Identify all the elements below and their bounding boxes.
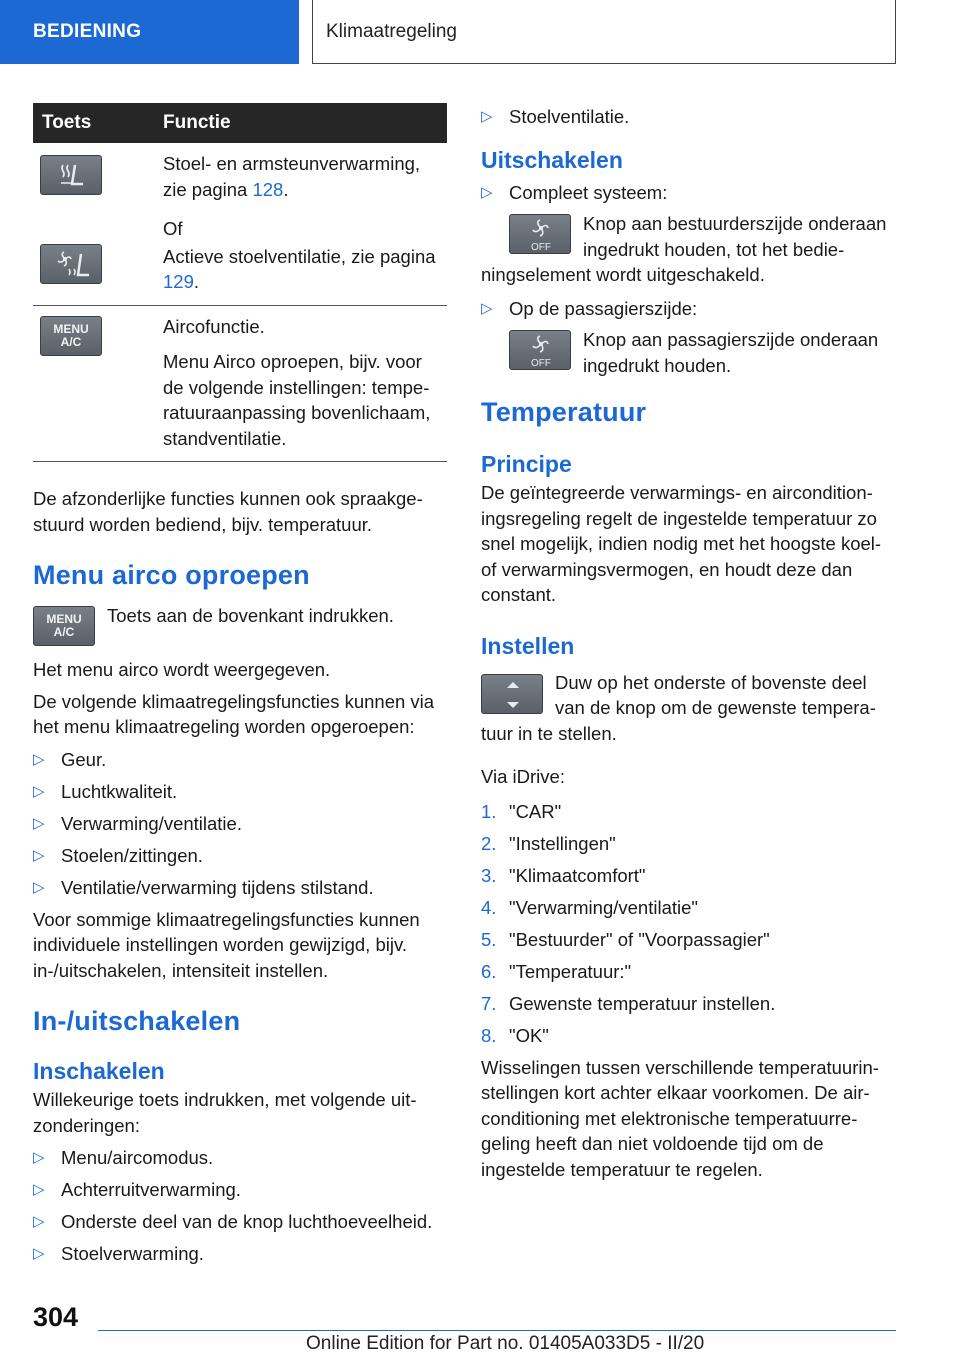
key-cell [33,305,161,462]
heading-uitschakelen: Uitschakelen [481,146,623,173]
function-cell [161,305,447,462]
set-temp-text: Duw op het onderste of bovenste deel van de knop om de gewenste temperatuur in te stellen. [481,671,876,744]
menu-ac-button-icon: MENU A/C [33,606,95,646]
seat-heating-button-icon [40,155,102,195]
list-item: 4. "Verwarming/ventilatie" [481,896,698,918]
svg-text:OFF: OFF [531,242,551,253]
seat-ventilation-button-icon [40,244,102,284]
passenger-off-paragraph [481,327,895,378]
list-item: ▷ Geur. [33,748,107,770]
switch-off-list [481,180,895,379]
right-column [481,100,895,1182]
closing-paragraph: Wisselingen tussen verschillende temperatuurinstellingen kort achter elkaar voorkomen. De airconditioning met elektronische temperatuurregeling heeft dan niet voldoende tijd om de ingestelde temperatuur te regelen. [481,1056,879,1180]
seat-heating-text: Stoel- en armsteunverwarming, zie pagina 128. [163,153,421,200]
menu-icon-text: Toets aan de bovenkant indrukken. [107,605,394,626]
chapter-title: Klimaatregeling [312,0,896,64]
function-cell [161,242,447,306]
menu-ac-button-icon: MENU A/C [40,316,102,356]
footer-rule [98,1330,896,1331]
heading-in-uitschakelen: In-/uitschakelen [33,1006,241,1036]
list-item: 8. "OK" [481,1024,549,1046]
list-item: ▷ Achterruitverwarming. [33,1179,241,1200]
list-item: 3. "Klimaatcomfort" [481,864,646,886]
heading-temperatuur: Temperatuur [481,397,647,427]
list-item: 1. "CAR" [481,800,562,822]
list-item: ▷ Op de passagierszijde: OFF Knop aan passagierszijde onderaan ingedrukt houden. [481,296,895,379]
fan-off-button-icon [509,330,571,370]
list-item: ▷ Stoelen/zittingen. [33,844,203,866]
page-link-128[interactable]: 128 [252,178,284,200]
list-item: 5. "Bestuurder" of "Voorpassagier" [481,928,770,950]
function-cell [161,143,447,242]
aircon-menu-text: Menu Airco oproepen, bijv. voor de volgende instellingen: temperatuuraanpassing bovenlichaam, standventilatie. [163,351,431,449]
heading-instellen: Instellen [481,632,575,659]
list-item: ▷ Luchtkwaliteit. [33,780,178,802]
heading-inschakelen: Inschakelen [33,1058,165,1084]
page-number: 304 [33,1302,79,1332]
passenger-off-text: Knop aan passagierszijde onderaan ingedrukt houden. [583,329,879,376]
via-idrive-text: Via iDrive: [481,766,565,787]
principle-text: De geïntegreerde verwarmings- en airconditioningsregeling regelt de ingestelde temperatuur zo snel mogelijk, indien nodig met het hoogste koel- of verwarmingsvermogen, en houdt deze dan constant. [481,482,882,605]
table-header-key: Toets [33,103,161,143]
individual-settings-text: Voor sommige klimaatregelingsfuncties kunnen individuele instellingen worden gewijzigd, bijv. in-/uitschakelen, intensiteit instellen. [33,908,420,981]
set-temp-paragraph [481,670,895,747]
driver-off-paragraph [481,211,895,288]
list-item: ▷ Stoelventilatie. [481,106,630,127]
or-text: Of [163,218,183,239]
left-column [33,100,447,1273]
fan-off-button-icon [509,214,571,254]
list-item: 6. "Temperatuur:" [481,960,632,982]
menu-functions-text: De volgende klimaatregelingsfuncties kunnen via het menu klimaatregeling worden opgeroepen: [33,690,435,737]
key-cell [33,143,161,242]
continued-list [481,104,895,130]
menu-icon-paragraph [33,603,447,647]
driver-off-text: Knop aan bestuurderszijde onderaan ingedrukt houden, tot het bedieningselement wordt uitgeschakeld. [481,213,887,285]
list-item: 2. "Instellingen" [481,832,616,854]
section-tab: BEDIENING [0,0,299,64]
exceptions-list [33,1145,447,1267]
key-function-table [33,103,447,462]
list-item: 7. Gewenste temperatuur instellen. [481,992,776,1014]
list-item: ▷ Compleet systeem: OFF Knop aan bestuurderszijde onderaan ingedrukt houden, tot het bedieningselement wordt uitgeschakeld. [481,180,895,288]
edition-text: Online Edition for Part no. 01405A033D5 - II/20 [306,1333,705,1354]
svg-text:OFF: OFF [531,358,551,369]
seat-ventilation-text: Actieve stoelventilatie, zie pagina 129. [163,245,436,292]
page-link-129[interactable]: 129 [163,271,194,292]
list-item: ▷ Verwarming/ventilatie. [33,812,242,834]
list-item: ▷ Stoelverwarming. [33,1243,204,1264]
temperature-rocker-icon [481,674,543,714]
table-header-function: Functie [161,103,447,143]
idrive-steps-list [481,799,895,1049]
menu-functions-list [33,747,447,901]
intro-paragraph: De afzonderlijke functies kunnen ook spraakgestuurd worden bediend, bijv. temperatuur. [33,488,423,535]
list-item: ▷ Ventilatie/verwarming tijdens stilstand. [33,876,374,898]
list-item: ▷ Onderste deel van de knop luchthoeveelheid. [33,1211,433,1232]
heading-menu-airco: Menu airco oproepen [33,560,310,590]
list-item: ▷ Menu/aircomodus. [33,1147,214,1168]
heading-principe: Principe [481,451,572,477]
menu-shown-text: Het menu airco wordt weergegeven. [33,659,331,680]
key-cell [33,242,161,306]
switch-on-text: Willekeurige toets indrukken, met volgende uitzonderingen: [33,1089,417,1136]
aircon-function-text: Aircofunctie. [163,315,265,337]
